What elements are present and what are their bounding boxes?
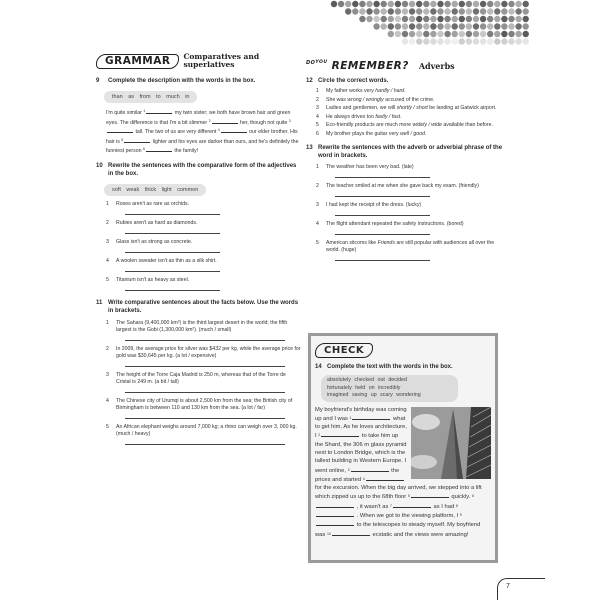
item-number: 5	[316, 122, 319, 128]
item-number: 1	[316, 163, 319, 170]
remember-prefix-do: DO	[306, 60, 316, 66]
answer-blank[interactable]	[107, 127, 133, 133]
shard-building-image	[411, 407, 491, 479]
exercise-number: 10	[96, 162, 103, 169]
exercise-title	[96, 77, 301, 85]
item-list	[316, 164, 506, 261]
answer-blank[interactable]	[316, 520, 354, 526]
check-panel	[308, 333, 498, 563]
answer-line[interactable]	[125, 438, 285, 445]
answer-blank[interactable]	[411, 492, 449, 498]
grammar-header	[96, 48, 301, 74]
list-item	[106, 239, 301, 246]
word-box-line: fortunately held on incredibly	[327, 384, 401, 391]
item-text: Ladies and gentlemen, we will	[326, 105, 397, 111]
exercise-12	[306, 77, 506, 138]
item-text: .	[404, 88, 406, 94]
story-text	[315, 406, 491, 539]
answer-blank[interactable]	[332, 530, 370, 536]
item-text: My brother plays the guitar very	[326, 130, 401, 137]
item-text: The flight attendant repeated the safety instructions. (bored)	[326, 220, 464, 227]
story-segment: My boyfriend's birthday was coming up and I was	[315, 406, 407, 422]
exercise-title	[96, 299, 301, 315]
remember-title: REMEMBER?	[331, 60, 409, 72]
answer-blank[interactable]	[393, 502, 431, 508]
exercise-9	[96, 77, 301, 156]
word-box-line: absolutely checked out decided	[327, 377, 407, 383]
item-number: 5	[106, 423, 109, 430]
text-segment: my twin sister; we both have brown hair and green eyes. The difference is that I'm a bit slimmer	[106, 110, 291, 126]
item-text: The Sahara (9,400,000 km²) is the third largest desert in the world; the fifth largest is the Gobi (1,300,000 km²). (much / small)	[116, 319, 288, 333]
item-number: 2	[106, 219, 109, 226]
exercise-13	[306, 144, 506, 261]
gap-number: 7	[389, 503, 392, 508]
grammar-subtitle	[183, 53, 259, 69]
exercise-instruction: Write comparative sentences about the facts below. Use the words in brackets.	[108, 299, 299, 314]
item-text: be landing at Gatwick airport.	[427, 105, 497, 111]
item-number: 3	[106, 371, 109, 378]
answer-line[interactable]	[125, 265, 220, 272]
text-segment: I'm quite similar	[106, 110, 142, 116]
story-segment: the prices and started	[315, 467, 400, 483]
list-item	[316, 183, 506, 190]
item-list	[106, 201, 301, 291]
exercise-number: 11	[96, 299, 103, 306]
answer-blank[interactable]	[146, 146, 172, 152]
story-segment: what to get him. As he loves architecture, I	[315, 415, 407, 440]
answer-line[interactable]	[125, 386, 285, 393]
story-segment: quickly.	[451, 494, 471, 501]
item-number: 5	[106, 276, 109, 283]
remember-subtitle: Adverbs	[418, 61, 455, 71]
item-text: Eco-friendly products are much more	[326, 122, 413, 128]
list-item	[316, 88, 506, 95]
exercise-11	[96, 299, 301, 445]
list-item	[106, 258, 301, 265]
remember-prefix-you: YOU	[315, 60, 328, 65]
exercise-instruction: Rewrite the sentences with the comparative form of the adjectives in the box.	[108, 162, 297, 177]
grammar-tag: GRAMMAR	[96, 54, 179, 69]
exercise-instruction: Complete the description with the words in the box.	[108, 78, 256, 84]
gap-number: 5	[121, 137, 124, 142]
gap-number: 2	[318, 433, 321, 438]
exercise-number: 13	[306, 144, 313, 151]
list-item	[106, 201, 301, 208]
gap-number: 9	[459, 513, 462, 518]
item-list	[316, 88, 506, 138]
item-number: 1	[106, 200, 109, 207]
exercise-number: 12	[306, 78, 313, 84]
word-box: soft weak thick light common	[104, 184, 206, 196]
item-text: My father works very	[326, 88, 376, 94]
word-choice[interactable]: wrong / wrongly	[347, 96, 384, 103]
item-text: .	[424, 130, 427, 137]
answer-line[interactable]	[125, 284, 220, 291]
right-column	[306, 60, 506, 266]
shard-photo	[411, 407, 491, 479]
word-choice[interactable]: hardly / hard	[375, 88, 405, 94]
list-item	[106, 398, 301, 412]
answer-line[interactable]	[125, 334, 285, 341]
exercise-title	[96, 162, 301, 178]
item-number: 3	[316, 105, 319, 111]
item-list	[106, 320, 301, 445]
item-number: 4	[316, 220, 319, 227]
item-text: In 2009, the average price for silver was $432 per kg, while the average price for gold was $30,645 per kg. (a lot / expensive)	[116, 345, 301, 359]
item-text: Roses aren't as rare as orchids.	[116, 200, 190, 207]
list-item	[316, 221, 506, 228]
word-choice[interactable]: fastly / fast	[375, 113, 401, 120]
text-segment: her, though not quite	[240, 119, 288, 126]
item-number: 4	[106, 397, 109, 404]
list-item	[316, 122, 506, 129]
item-number: 1	[106, 319, 109, 326]
exercise-number: 14	[315, 364, 322, 370]
answer-blank[interactable]	[349, 414, 390, 420]
item-number: 6	[316, 130, 319, 137]
item-text: He always drives too	[326, 113, 376, 120]
text-segment: tall. The two of us are very different	[135, 129, 217, 136]
word-choice[interactable]: well / good	[400, 130, 425, 137]
answer-line[interactable]	[125, 412, 285, 419]
item-text: The height of the Torre Caja Madrid is 250 m, whereas that of the Torre de Cristal is 249 m. (a bit / tall)	[116, 371, 286, 385]
exercise-paragraph	[106, 108, 301, 156]
item-text: Titanium isn't as heavy as steel.	[116, 276, 190, 283]
item-number: 3	[316, 201, 319, 208]
answer-line[interactable]	[335, 228, 430, 235]
item-number: 1	[316, 88, 319, 94]
item-number: 3	[106, 238, 109, 245]
decorative-dot-banner	[330, 0, 530, 48]
page-number: 7	[497, 578, 545, 600]
item-text: An African elephant weighs around 7,000 kg; a rhino can weigh over 3, 000 kg. (much / heavy)	[116, 423, 297, 437]
item-number: 4	[106, 257, 109, 264]
list-item	[106, 424, 301, 438]
remember-header	[306, 60, 506, 74]
answer-blank[interactable]	[316, 502, 354, 508]
gap-number: 8	[455, 503, 458, 508]
subtitle-line-2: superlatives	[183, 60, 235, 69]
answer-line[interactable]	[125, 246, 220, 253]
text-segment: the family!	[174, 148, 198, 155]
item-text-italic: Friends	[377, 239, 395, 246]
list-item	[106, 346, 301, 360]
list-item	[316, 105, 506, 112]
check-tag: CHECK	[315, 343, 373, 358]
list-item	[106, 320, 301, 334]
item-text: She was	[326, 96, 348, 103]
exercise-instruction: Circle the correct words.	[318, 78, 389, 84]
story-segment: . When we got to the viewing platform, I	[356, 513, 459, 520]
story-segment: , it wasn't as	[356, 503, 389, 510]
item-text: I had kept the receipt of the dress. (lucky)	[326, 201, 422, 208]
story-segment: as I had	[433, 503, 455, 510]
list-item	[106, 372, 301, 386]
answer-line[interactable]	[335, 190, 430, 197]
subtitle-line-1: Comparatives and	[183, 52, 260, 61]
left-column	[96, 48, 301, 450]
item-text: A woolen sweater isn't as thin as a silk shirt.	[116, 257, 217, 264]
answer-blank[interactable]	[212, 118, 238, 124]
item-text: American sitcoms like	[326, 239, 378, 246]
gap-number: 10	[326, 531, 331, 536]
item-number: 2	[316, 182, 319, 189]
answer-line[interactable]	[335, 171, 430, 178]
answer-line[interactable]	[125, 227, 220, 234]
list-item	[316, 131, 506, 138]
item-text: The weather has been very bad. (late)	[326, 163, 414, 170]
item-number: 2	[316, 96, 319, 103]
word-choice[interactable]: widely / wide	[412, 122, 442, 128]
exercise-instruction: Rewrite the sentences with the adverb or adverbial phrase of the word in brackets.	[318, 144, 503, 159]
item-text: available than before.	[441, 122, 493, 128]
exercise-title	[306, 77, 506, 85]
answer-blank[interactable]	[146, 108, 172, 114]
exercise-title	[306, 144, 506, 160]
item-text: The Chinese city of Urumqi is about 2,500 km from the sea; the British city of Birmingham is between 110 and 130 km from the sea. (a lot / far)	[116, 397, 293, 411]
exercise-title	[315, 363, 491, 371]
item-text: are still popular with audiences all over the world. (huge)	[326, 239, 495, 253]
exercise-10	[96, 162, 301, 291]
story-segment: to take him up the Shard, the 306 m glass pyramid next to London Bridge, which is the tallest building in Western Europe. I went online,	[315, 433, 407, 474]
word-box-line: imagined saving up scary wondering	[327, 392, 421, 398]
answer-blank[interactable]	[316, 511, 354, 517]
answer-line[interactable]	[335, 254, 430, 261]
answer-line[interactable]	[125, 208, 220, 215]
item-number: 2	[106, 345, 109, 352]
answer-blank[interactable]	[366, 475, 404, 481]
item-number: 5	[316, 239, 319, 246]
list-item	[106, 220, 301, 227]
word-box	[321, 375, 458, 402]
gap-number: 1	[143, 109, 146, 113]
text-segment: our elder brother. His hair is	[106, 129, 298, 145]
item-number: 4	[316, 113, 319, 120]
gap-number: 5	[407, 494, 410, 499]
answer-blank[interactable]	[221, 127, 247, 133]
answer-blank[interactable]	[124, 137, 150, 143]
word-choice[interactable]: shortly / short	[396, 105, 428, 111]
list-item	[316, 202, 506, 209]
story-segment: to the telescopes to steady myself. My boyfriend was	[315, 522, 481, 538]
story-segment: ecstatic and the views were amazing!	[372, 531, 469, 538]
remember-tag	[306, 60, 409, 72]
item-text: Glass isn't as strong as concrete.	[116, 238, 193, 245]
gap-number: 3	[347, 467, 350, 472]
story-segment: for the excursion. When the big day arrived, we stepped into a lift which zipped us up to the 68th floor	[315, 485, 482, 501]
item-text: Rubies aren't as hard as diamonds.	[116, 219, 198, 226]
text-segment: lighter and his eyes are darker than ours, and he's definitely the funniest person	[106, 138, 299, 155]
item-text: .	[400, 113, 402, 120]
exercise-instruction: Complete the text with the words in the box.	[327, 364, 453, 370]
list-item	[316, 164, 506, 171]
word-box: than as from to much in	[104, 91, 197, 103]
gap-number: 6	[142, 147, 145, 152]
list-item	[106, 277, 301, 284]
list-item	[316, 97, 506, 104]
answer-line[interactable]	[335, 209, 430, 216]
exercise-number: 9	[96, 78, 100, 84]
gap-number: 4	[362, 476, 365, 481]
gap-number: 3	[288, 118, 291, 123]
list-item	[316, 114, 506, 121]
gap-number: 1	[349, 415, 352, 420]
gap-number: 6	[471, 494, 474, 499]
gap-number: 4	[217, 128, 220, 133]
list-item	[316, 240, 506, 254]
item-text: accused of the crime.	[383, 96, 435, 103]
gap-number: 2	[208, 118, 211, 123]
answer-line[interactable]	[125, 360, 285, 367]
item-text: The teacher smiled at me when she gave back my exam. (friendly)	[326, 182, 479, 189]
answer-blank[interactable]	[351, 466, 389, 472]
answer-blank[interactable]	[321, 431, 359, 437]
